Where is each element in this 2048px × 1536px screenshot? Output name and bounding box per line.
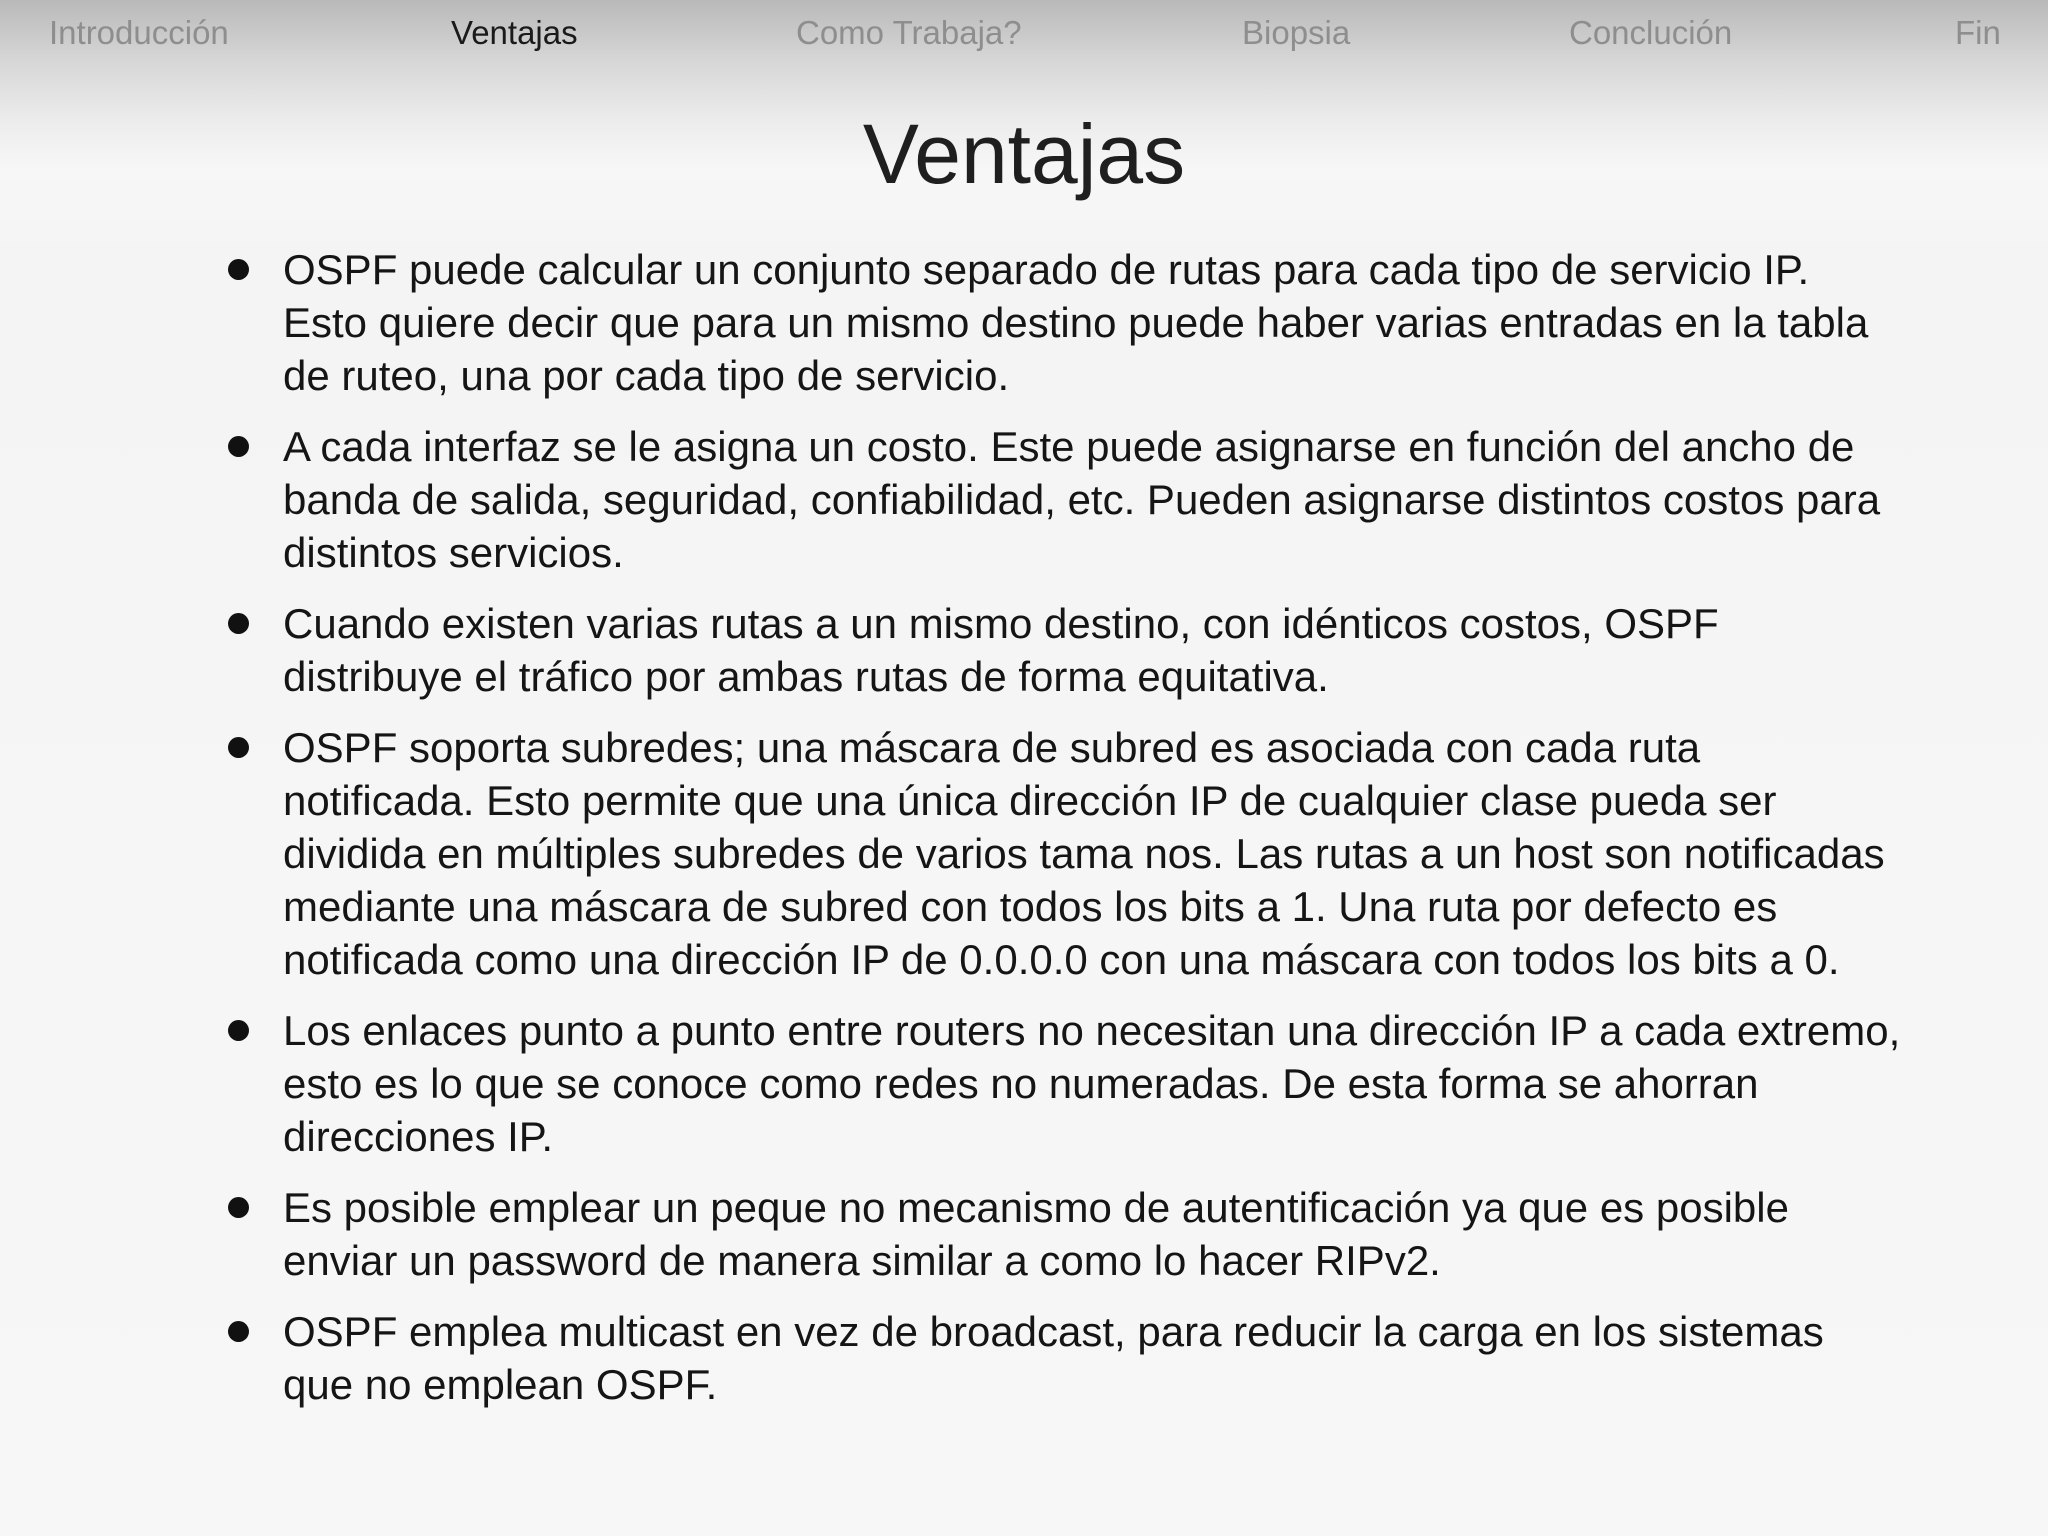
bullet-list — [222, 243, 1902, 1429]
nav-item-biopsia[interactable]: Biopsia — [1242, 14, 1351, 51]
bullet-text: OSPF soporta subredes; una máscara de subred es asociada con cada ruta notificada. Esto permite que una única dirección IP de cualquier clase pueda ser dividida en múltiples subredes de varios tama nos. Las rutas a un host son notificadas mediante una máscara de subred con todos los bits a 1. Una ruta por defecto es notificada como una dirección IP de 0.0.0.0 con una máscara con todos los bits a 0. — [283, 724, 1885, 983]
bullet-text: Es posible emplear un peque no mecanismo de autentificación ya que es posible enviar un password de manera similar a como lo hacer RIPv2. — [283, 1184, 1789, 1284]
section-navigation — [0, 0, 2048, 66]
bullet-item — [222, 1004, 1902, 1163]
nav-item-fin[interactable]: Fin — [1955, 14, 2001, 51]
bullet-text: OSPF emplea multicast en vez de broadcast, para reducir la carga en los sistemas que no emplean OSPF. — [283, 1308, 1824, 1408]
nav-item-como-trabaja[interactable]: Como Trabaja? — [796, 14, 1022, 51]
bullet-item — [222, 1181, 1902, 1287]
bullet-text: Los enlaces punto a punto entre routers no necesitan una dirección IP a cada extremo, esto es lo que se conoce como redes no numeradas. De esta forma se ahorran direcciones IP. — [283, 1007, 1901, 1160]
bullet-item — [222, 243, 1902, 402]
bullet-dot-icon — [228, 1321, 249, 1342]
bullet-dot-icon — [228, 737, 249, 758]
bullet-dot-icon — [228, 1197, 249, 1218]
nav-item-ventajas[interactable]: Ventajas — [451, 14, 578, 51]
bullet-item — [222, 721, 1902, 986]
bullet-text: OSPF puede calcular un conjunto separado de rutas para cada tipo de servicio IP. Esto quiere decir que para un mismo destino puede haber varias entradas en la tabla de ruteo, una por cada tipo de servicio. — [283, 246, 1869, 399]
nav-item-conclucion[interactable]: Conclución — [1569, 14, 1733, 51]
bullet-text: Cuando existen varias rutas a un mismo destino, con idénticos costos, OSPF distribuye el tráfico por ambas rutas de forma equitativa. — [283, 600, 1719, 700]
slide-title: Ventajas — [862, 107, 1186, 201]
bullet-item — [222, 597, 1902, 703]
bullet-dot-icon — [228, 436, 249, 457]
bullet-dot-icon — [228, 1020, 249, 1041]
bullet-text: A cada interfaz se le asigna un costo. Este puede asignarse en función del ancho de banda de salida, seguridad, confiabilidad, etc. Pueden asignarse distintos costos para distintos servicios. — [283, 423, 1881, 576]
bullet-dot-icon — [228, 613, 249, 634]
nav-item-introduccion[interactable]: Introducción — [49, 14, 229, 51]
bullet-item — [222, 1305, 1902, 1411]
bullet-item — [222, 420, 1902, 579]
bullet-dot-icon — [228, 259, 249, 280]
